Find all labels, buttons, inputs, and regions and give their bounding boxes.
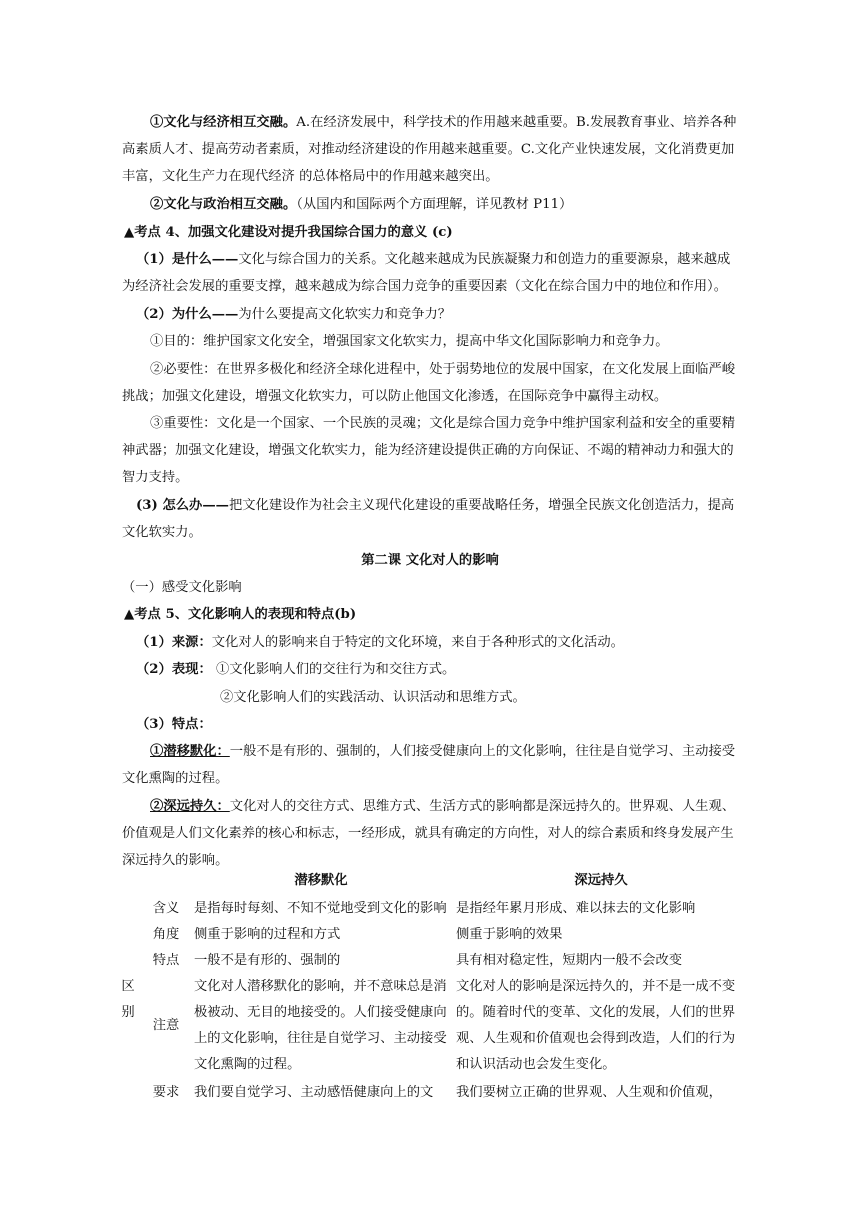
paragraph-lead: ①文化与经济相互交融。 — [150, 115, 297, 130]
row-label: 特点 — [152, 953, 180, 968]
table-cell: 一般不是有形的、强制的 — [194, 953, 341, 968]
paragraph-k5-1 — [136, 629, 624, 656]
table-cell: 文化对人潜移默化的影响，并不意味总是消极被动、无目的地接受的。人们接受健康向上的文化影响，往往是自觉学习、主动接受文化熏陶的过程。 — [194, 979, 447, 1072]
paragraph-lead: （2）为什么—— — [136, 307, 239, 322]
heading-kaodian-5: ▲考点 5、文化影响人的表现和特点(b) — [124, 607, 357, 622]
table-header: 深远持久 — [574, 873, 628, 888]
table-row — [118, 1078, 746, 1106]
paragraph-k4-2a: ①目的：维护国家文化安全，增强国家文化软实力，提高中华文化国际影响力和竞争力。 — [150, 334, 669, 349]
paragraph-text: 文化对人的影响来自于特定的文化环境，来自于各种形式的文化活动。 — [211, 635, 624, 650]
section-heading: （一）感受文化影响 — [122, 580, 242, 595]
table-row — [118, 974, 746, 1078]
table-cell: 具有相对稳定性，短期内一般不会改变 — [456, 953, 683, 968]
paragraph-lead: ②文化与政治相互交融。 — [150, 197, 297, 212]
paragraph-lead: ①潜移默化： — [150, 744, 230, 759]
comparison-table — [118, 868, 746, 1106]
paragraph-text: A.在经济发展中，科学技术的作用越来越重要。B.发展教育事业、培养各种高素质人才、提高劳动者素质，对推动经济建设的作用越来越重要。C.文化产业快速发展，文化消费更加丰富，文化生产力在现代经济 的总体格局中的作用越来越突出。 — [122, 115, 737, 184]
paragraph-text: 为什么要提高文化软实力和竞争力？ — [238, 307, 452, 322]
table-cell: 是指经年累月形成、难以抹去的文化影响 — [456, 901, 696, 916]
paragraph-text: 一般不是有形的、强制的，人们接受健康向上的文化影响，往往是自觉学习、主动接受文化熏陶的过程。 — [122, 744, 736, 786]
row-label: 注意 — [152, 1018, 180, 1033]
paragraph-text: 文化与综合国力的关系。文化越来越成为民族凝聚力和创造力的重要源泉，越来越成为经济社会发展的重要支撑，越来越成为综合国力竞争的重要因素（文化在综合国力中的地位和作用）。 — [122, 252, 731, 294]
table-cell: 我们要树立正确的世界观、人生观和价值观， — [456, 1085, 722, 1100]
paragraph-lead: ②深远持久： — [150, 799, 230, 814]
paragraph-lead: （2）表现： — [136, 662, 212, 677]
table-cell: 我们要自觉学习、主动感悟健康向上的文 — [194, 1085, 434, 1100]
paragraph-lead: (3) 怎么办—— — [136, 498, 229, 513]
paragraph-k5-3a — [122, 738, 742, 792]
paragraph-k4-2c: ③重要性：文化是一个国家、一个民族的灵魂；文化是综合国力竞争中维护国家利益和安全的重要精神武器；加强文化建设，增强文化软实力，能为经济建设提供正确的方向保证、不竭的精神动力和强大的智力支持。 — [122, 416, 736, 485]
table-header: 潜移默化 — [294, 873, 348, 888]
row-label: 含义 — [152, 901, 180, 916]
paragraph-politics — [150, 191, 572, 218]
table-cell: 文化对人的影响是深远持久的，并不是一成不变的。随着时代的变革、文化的发展，人们的世界观、人生观和价值观也会得到改造，人们的行为和认识活动也会发生变化。 — [456, 979, 736, 1072]
table-cell: 侧重于影响的过程和方式 — [194, 927, 341, 942]
paragraph-lead: （1）是什么—— — [136, 252, 239, 267]
paragraph-text: 把文化建设作为社会主义现代化建设的重要战略任务，增强全民族文化创造活力，提高文化软实力。 — [122, 498, 735, 540]
row-label: 要求 — [152, 1085, 180, 1100]
paragraph-k5-2 — [136, 656, 455, 683]
table-cell: 侧重于影响的效果 — [456, 927, 563, 942]
row-group-label: 区别 — [121, 979, 135, 1020]
paragraph-text: 文化对人的交往方式、思维方式、生活方式的影响都是深远持久的。世界观、人生观、价值观是人们文化素养的核心和标志，一经形成，就具有确定的方向性，对人的综合素质和终身发展产生深远持久的影响。 — [122, 799, 736, 868]
table-row — [118, 922, 746, 948]
paragraph-k4-2b: ②必要性：在世界多极化和经济全球化进程中，处于弱势地位的发展中国家，在文化发展上面临严峻挑战；加强文化建设，增强文化软实力，可以防止他国文化渗透，在国际竞争中赢得主动权。 — [122, 362, 736, 404]
paragraph-k4-2 — [136, 301, 451, 328]
row-label: 角度 — [152, 927, 180, 942]
paragraph-k4-1 — [122, 246, 742, 300]
paragraph-text: （从国内和国际两个方面理解，详见教材 P11） — [296, 197, 573, 212]
paragraph-text: ①文化影响人们的交往行为和交往方式。 — [211, 662, 456, 677]
table-header-row — [118, 868, 746, 894]
paragraph-economy — [122, 109, 742, 190]
paragraph-k5-3: （3）特点： — [136, 717, 212, 732]
paragraph-k5-2b: ②文化影响人们的实践活动、认识活动和思维方式。 — [220, 690, 526, 705]
paragraph-lead: （1）来源： — [136, 635, 212, 650]
paragraph-k4-3 — [122, 492, 742, 546]
table-row — [118, 948, 746, 974]
paragraph-k5-3b — [122, 793, 742, 874]
heading-kaodian-4: ▲考点 4、加强文化建设对提升我国综合国力的意义 (c) — [124, 225, 453, 240]
table-cell: 是指每时每刻、不知不觉地受到文化的影响 — [194, 901, 447, 916]
table-row — [118, 894, 746, 922]
lesson-title: 第二课 文化对人的影响 — [361, 553, 499, 568]
